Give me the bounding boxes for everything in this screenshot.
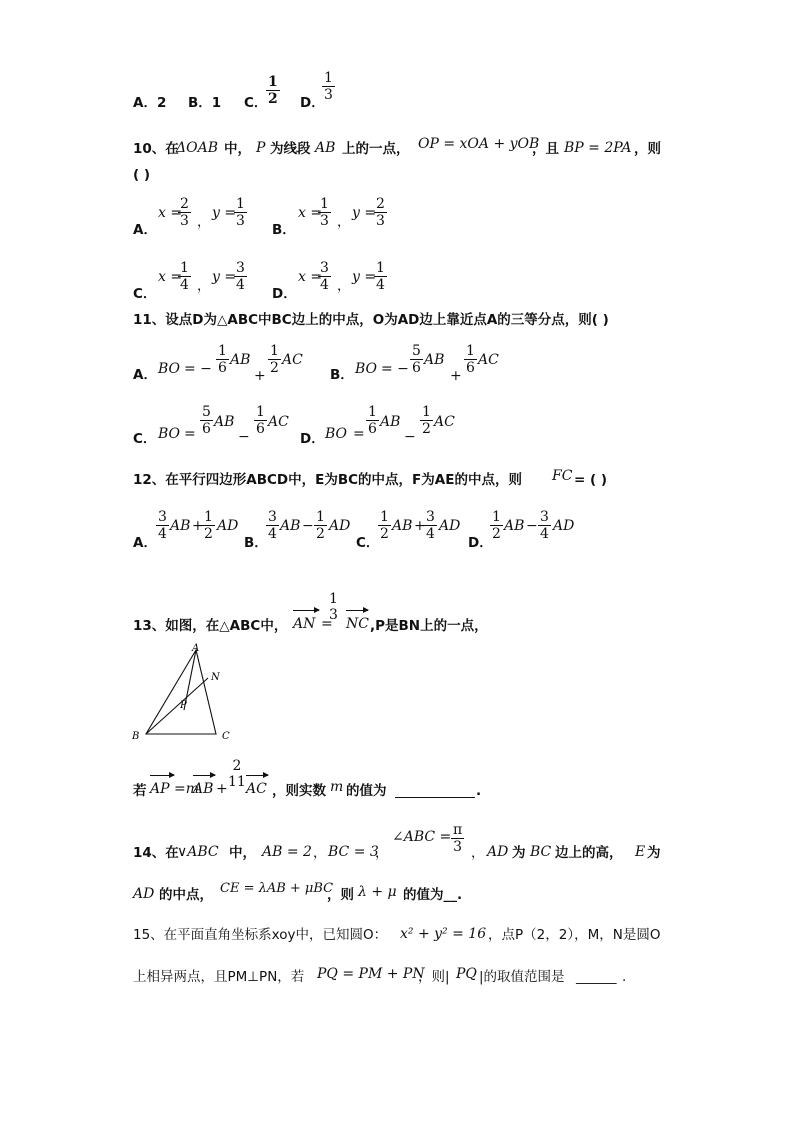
vector-ac: AC [282,352,303,368]
q11-a-coef2 [268,343,281,376]
q14-triangle: ∨ABC [177,844,219,860]
q10-answer-paren: ( ) [133,167,151,183]
vector-arrow [193,775,215,776]
numerator: 3 [320,260,329,276]
numerator: 1 [268,74,278,90]
denominator: 2 [316,526,325,543]
q12-b-coef2 [314,509,327,542]
q14-lambda-mu: λ + μ [358,884,397,900]
q13-coefficient [226,758,248,790]
q10-option-c-label: C． [133,286,157,302]
q11-option-d-label: D． [300,431,325,447]
q11-option-b-label: B． [330,367,354,383]
q10-c-x-fraction [178,260,191,293]
plus: + [414,518,426,534]
q10-text: 为线段 [270,141,311,157]
q10-d-y-fraction [374,260,387,293]
numerator: 1 [320,196,329,212]
q13-fraction [327,591,340,623]
q14-text: 中， [229,845,256,861]
denominator: 6 [202,421,211,438]
vector-ab: AB [392,518,413,534]
denominator: 3 [329,607,338,624]
q14-angle: ∠ABC = [392,829,452,845]
numerator: 3 [426,509,435,525]
minus: − [404,429,416,445]
q9-option-a: A．2 [133,95,167,111]
q14-ab: AB = 2 [262,844,312,860]
q10-a-x-fraction [178,196,191,229]
numerator: 1 [380,509,389,525]
numerator: 1 [180,260,189,276]
vector-ab: AB [214,414,235,430]
vector-ad: AD [553,518,575,534]
numerator: 1 [256,404,265,420]
vector-ab: AB [170,518,191,534]
plus: + [216,781,228,797]
q12-c-coef2 [424,509,437,542]
label-a: A [192,643,200,654]
minus: − [302,518,314,534]
q14-ad: AD [133,886,155,902]
q10-prefix: 10、在 [133,141,179,157]
comma: ， [337,214,351,230]
q13-line2-text: 的值为 [346,783,387,799]
vector-ad: AD [329,518,351,534]
vector-arrow [246,775,268,776]
denominator: 4 [236,277,245,294]
q12-d-coef1 [490,509,503,542]
numerator: 1 [218,343,227,359]
q12-option-c-label: C． [356,535,380,551]
numerator: 2 [180,196,189,212]
q15-line1: 15、在平面直角坐标系xoy中，已知圆O： [133,927,388,943]
denominator: 6 [256,421,265,438]
q14-prefix: 14、在 [133,845,179,861]
q14-text: 为 [512,845,526,861]
plus: + [450,368,462,384]
q10-b-y-fraction [374,196,387,229]
equals-minus: = − [381,361,409,377]
q15-line1-tail: ，点P（2，2），M，N是圆O [488,927,661,943]
q14-text: 边上的高， [555,845,623,861]
vector-ac: AC [246,781,267,797]
answer-blank[interactable]: ______ [576,969,617,985]
numerator: 3 [540,509,549,525]
q14-text: ，则 [327,887,354,903]
plus: + [192,518,204,534]
q13-tail: ,P是BN上的一点， [370,618,488,634]
q11-c-coef1 [200,404,213,437]
q14-text: 的值为__. [403,887,463,903]
q10-ratio-equation: BP = 2PA [564,140,632,156]
numerator: π [453,822,463,838]
vector-pq: PQ [456,966,477,982]
q10-option-b-label: B． [272,222,296,238]
q10-b-x-fraction [318,196,331,229]
var-y: y = [212,205,237,221]
denominator: 11 [228,774,246,791]
q13-line2-text: ，则实数 [272,783,326,799]
numerator: 1 [236,196,245,212]
q11-a-coef1 [216,343,229,376]
denominator: 2 [380,526,389,543]
q9-option-d-label: D． [300,95,325,111]
denominator: 2 [204,526,213,543]
q11-b-coef1 [410,343,423,376]
denominator: 2 [492,526,501,543]
q13-line2-prefix: 若 [133,783,147,799]
vector-bo: BO [158,426,181,442]
numerator: 1 [422,404,431,420]
vector-fc: FC [552,468,573,484]
denominator: 4 [180,277,189,294]
vector-ac: AC [478,352,499,368]
vector-ab: AB [193,781,214,797]
minus: − [238,429,250,445]
q12-question: 12、在平行四边形ABCD中，E为BC的中点，F为AE的中点，则 [133,472,522,488]
vector-bo: BO [325,426,348,442]
q12-a-coef1 [156,509,169,542]
q10-vector-equation: OP = xOA + yOB [418,136,540,152]
label-b: B [132,731,140,742]
q12-option-b-label: B． [244,535,268,551]
numerator: 1 [492,509,501,525]
q9-option-c-fraction [266,74,280,107]
numerator: 3 [158,509,167,525]
equals: = [321,616,333,632]
denominator: 2 [268,91,278,108]
var-y: y = [212,269,237,285]
q15-text: ，则| [418,969,450,985]
denominator: 6 [218,360,227,377]
denominator: 3 [236,213,245,230]
vector-an: AN [293,616,316,632]
var-x: x = [298,269,323,285]
q10-d-x-fraction [318,260,331,293]
q12-c-coef1 [378,509,391,542]
comma: ， [197,214,211,230]
vector-ab: AB [280,518,301,534]
numerator: 1 [329,591,338,607]
comma: ， [471,845,485,861]
period: . [622,969,627,985]
numerator: 1 [466,343,475,359]
q10-point-p: P [256,140,266,156]
denominator: 4 [158,526,167,543]
label-p: P [180,700,187,711]
q12-b-coef1 [266,509,279,542]
numerator: 1 [316,509,325,525]
q10-c-y-fraction [234,260,247,293]
q11-d-coef2 [420,404,433,437]
vector-ac: AC [268,414,289,430]
triangle-abc [146,650,216,734]
q10-option-a-label: A． [133,222,157,238]
vector-bo: BO [355,361,378,377]
q12-option-d-label: D． [468,535,493,551]
denominator: 3 [376,213,385,230]
q9-option-d-fraction [322,70,335,103]
vector-arrow [346,610,368,611]
equals-minus: = − [184,361,212,377]
vector-ab: AB [504,518,525,534]
denominator: 3 [453,839,463,856]
numerator: 1 [270,343,279,359]
comma: ， [197,278,211,294]
equals: = [353,426,365,442]
numerator: 2 [232,758,242,774]
q14-bc: BC = 3 [328,844,379,860]
q15-vector-equation: PQ = PM + PN [317,966,425,982]
q10-text: ，且 [532,141,559,157]
period: . [476,783,482,799]
denominator: 3 [180,213,189,230]
q14-ad: AD [487,844,509,860]
q10-triangle: ΔOAB [176,140,218,156]
q12-option-a-label: A． [133,535,157,551]
q11-c-coef2 [254,404,267,437]
triangle-figure [128,642,240,744]
q15-line2: 上相异两点，且PM⊥PN，若 [133,969,305,985]
minus: − [526,518,538,534]
denominator: 4 [426,526,435,543]
equals: = [184,426,196,442]
vector-bo: BO [158,361,181,377]
q10-a-y-fraction [234,196,247,229]
numerator: 3 [268,509,277,525]
numerator: 1 [368,404,377,420]
vector-ab: AB [230,352,251,368]
denominator: 4 [540,526,549,543]
denominator: 2 [270,360,279,377]
var-m: m [330,779,344,795]
q10-text: 上的一点， [342,141,410,157]
var-x: x = [158,205,183,221]
q11-question: 11、设点D为△ABC中BC边上的中点，O为AD边上靠近点A的三等分点，则( ) [133,312,609,328]
q14-bc2: BC [530,844,552,860]
q14-text: 的中点， [159,887,213,903]
q14-e: E [635,844,646,860]
vector-arrow [150,775,174,776]
q12-d-coef2 [538,509,551,542]
q11-option-a-label: A． [133,367,157,383]
denominator: 6 [412,360,421,377]
q10-option-d-label: D． [272,286,297,302]
vector-ad: AD [217,518,239,534]
denominator: 4 [268,526,277,543]
numerator: 2 [376,196,385,212]
q10-segment-ab: AB [315,140,336,156]
q12-answer-paren: = ( ) [574,472,608,488]
vector-ac: AC [434,414,455,430]
denominator: 2 [422,421,431,438]
q11-b-coef2 [464,343,477,376]
q9-option-b: B．1 [188,95,222,111]
equals-m: =m [174,781,200,797]
vector-ab: AB [380,414,401,430]
q14-vector-equation: CE = λAB + μBC [220,881,334,896]
q12-a-coef2 [202,509,215,542]
denominator: 4 [320,277,329,294]
var-y: y = [352,205,377,221]
plus: + [254,368,266,384]
numerator: 3 [236,260,245,276]
denominator: 3 [324,87,333,104]
denominator: 4 [376,277,385,294]
answer-blank[interactable] [395,797,475,798]
segment-bn [146,678,208,734]
numerator: 1 [376,260,385,276]
q11-option-c-label: C． [133,431,157,447]
q10-text: ，则 [634,141,661,157]
label-c: C [222,731,230,742]
vector-ab: AB [424,352,445,368]
q11-d-coef1 [366,404,379,437]
var-y: y = [352,269,377,285]
denominator: 6 [466,360,475,377]
numerator: 5 [202,404,211,420]
numerator: 1 [204,509,213,525]
q15-circle-equation: x² + y² = 16 [400,926,487,942]
label-n: N [211,672,220,683]
q14-pi-fraction [451,822,464,855]
numerator: 5 [412,343,421,359]
q10-text: 中， [224,141,251,157]
q13-prefix: 13、如图，在△ABC中， [133,618,288,634]
vector-ad: AD [439,518,461,534]
vector-nc: NC [346,616,369,632]
comma: ， [337,278,351,294]
comma: ， [313,845,327,861]
q14-text: 为 [647,845,661,861]
numerator: 1 [324,70,333,86]
q9-option-c-label: C． [244,95,268,111]
denominator: 3 [320,213,329,230]
q15-text: |的取值范围是 [479,969,565,985]
var-x: x = [158,269,183,285]
vector-ap: AP [150,781,170,797]
var-x: x = [298,205,323,221]
vector-arrow [293,610,319,611]
denominator: 6 [368,421,377,438]
comma: ， [375,845,389,861]
